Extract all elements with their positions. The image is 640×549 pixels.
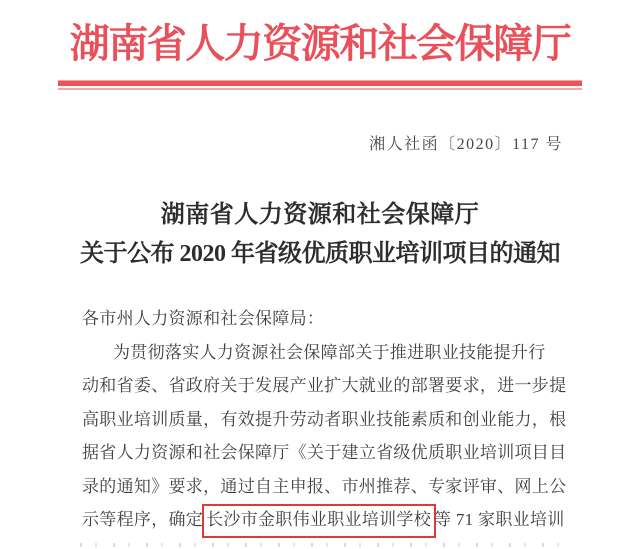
notice-title (0, 196, 640, 274)
letterhead-rule (58, 80, 582, 90)
highlighted-school-name: 长沙市金职伟业职业培训学校 (202, 504, 436, 538)
document-number: 湘人社函〔2020〕117 号 (369, 136, 563, 153)
body-line-5: 录的通知》要求，通过自主申报、市州推荐、专家评审、网上公 (82, 476, 567, 496)
body-line-4: 据省人力资源和社会保障厅《关于建立省级优质职业培训项目目 (82, 443, 567, 462)
letterhead-rule-thick-line (58, 80, 582, 86)
letterhead-rule-thin-line (58, 88, 582, 90)
salutation-line: 各市州人力资源和社会保障局： (82, 309, 325, 328)
body-line-3: 高职业培训质量，有效提升劳动者职业技能素质和创业能力，根 (82, 409, 567, 429)
body-line-6-post: 等 71 家职业培训 (434, 510, 565, 529)
notice-title-line1: 湖南省人力资源和社会保障厅 (160, 202, 480, 228)
body-line-6 (82, 503, 566, 537)
notice-title-line2: 关于公布 2020 年省级优质职业培训项目的通知 (80, 241, 560, 267)
body-line-1: 为贯彻落实人力资源社会保障部关于推进职业技能提升行 (113, 342, 546, 362)
letterhead-agency-name: 湖南省人力资源和社会保障厅 (69, 21, 571, 66)
body-line-6-pre: 示等程序，确定 (82, 510, 204, 529)
body-line-2: 动和省委、省政府关于发展产业扩大就业的部署要求，进一步提 (82, 376, 567, 395)
notice-body (82, 302, 566, 537)
clipped-next-line-fragment (80, 543, 566, 547)
